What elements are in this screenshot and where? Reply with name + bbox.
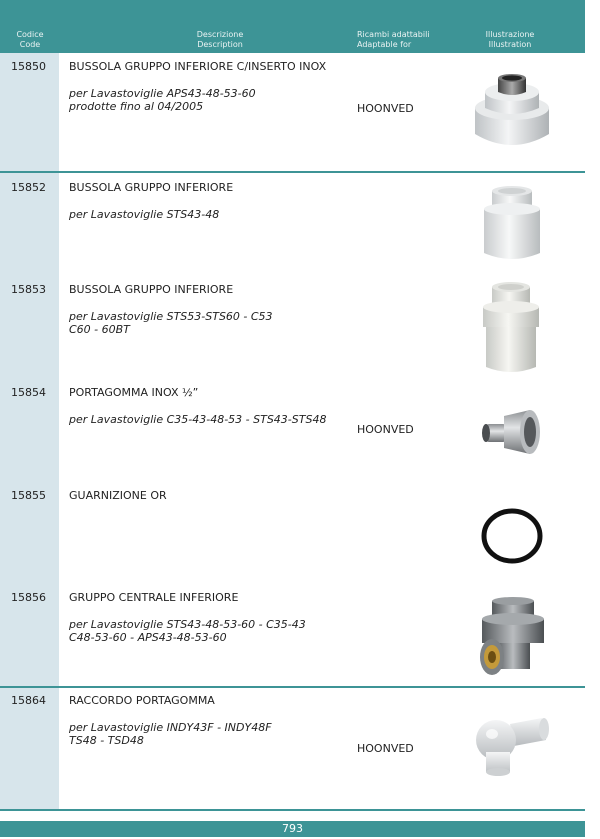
item-adaptable: HOONVED <box>357 102 414 115</box>
item-title: PORTAGOMMA INOX ½” <box>69 386 199 399</box>
table-header <box>0 27 585 53</box>
bushing-with-steel-insert-icon <box>471 74 553 152</box>
item-code: 15850 <box>11 60 46 73</box>
top-bar <box>0 0 585 27</box>
item-code: 15853 <box>11 283 46 296</box>
item-code: 15854 <box>11 386 46 399</box>
header-description: Descrizione Description <box>196 30 244 49</box>
item-description: per Lavastoviglie STS43-48 <box>69 208 220 221</box>
item-code: 15856 <box>11 591 46 604</box>
item-code: 15864 <box>11 694 46 707</box>
header-code: Codice Code <box>16 30 44 49</box>
row-separator <box>0 809 585 811</box>
item-title: BUSSOLA GRUPPO INFERIORE C/INSERTO INOX <box>69 60 327 73</box>
item-adaptable: HOONVED <box>357 423 414 436</box>
page-number: 793 <box>0 821 585 837</box>
item-code: 15855 <box>11 489 46 502</box>
elbow-hose-fitting-icon <box>470 714 550 780</box>
item-description: per Lavastoviglie C35-43-48-53 - STS43-STS48 <box>69 413 327 426</box>
header-illustration: Illustrazione Illustration <box>485 30 535 49</box>
white-bushing-icon <box>480 185 544 261</box>
tall-white-bushing-icon <box>478 279 544 375</box>
item-title: BUSSOLA GRUPPO INFERIORE <box>69 283 234 296</box>
row-separator <box>0 171 585 173</box>
item-title: GRUPPO CENTRALE INFERIORE <box>69 591 239 604</box>
item-adaptable: HOONVED <box>357 742 414 755</box>
header-adaptable: Ricambi adattabili Adaptable for <box>357 30 430 49</box>
steel-hose-fitting-icon <box>480 402 546 460</box>
item-description: per Lavastoviglie STS53-STS60 - C53 C60 - 60BT <box>69 310 273 336</box>
item-title: GUARNIZIONE OR <box>69 489 167 502</box>
item-code: 15852 <box>11 181 46 194</box>
item-title: BUSSOLA GRUPPO INFERIORE <box>69 181 234 194</box>
item-description: per Lavastoviglie INDY43F - INDY48F TS48 - TSD48 <box>69 721 272 747</box>
central-group-icon <box>474 597 550 683</box>
item-description: per Lavastoviglie STS43-48-53-60 - C35-43 C48-53-60 - APS43-48-53-60 <box>69 618 306 644</box>
row-separator <box>0 686 585 688</box>
o-ring-icon <box>480 507 544 565</box>
item-description: per Lavastoviglie APS43-48-53-60 prodotte fino al 04/2005 <box>69 87 256 113</box>
item-title: RACCORDO PORTAGOMMA <box>69 694 215 707</box>
